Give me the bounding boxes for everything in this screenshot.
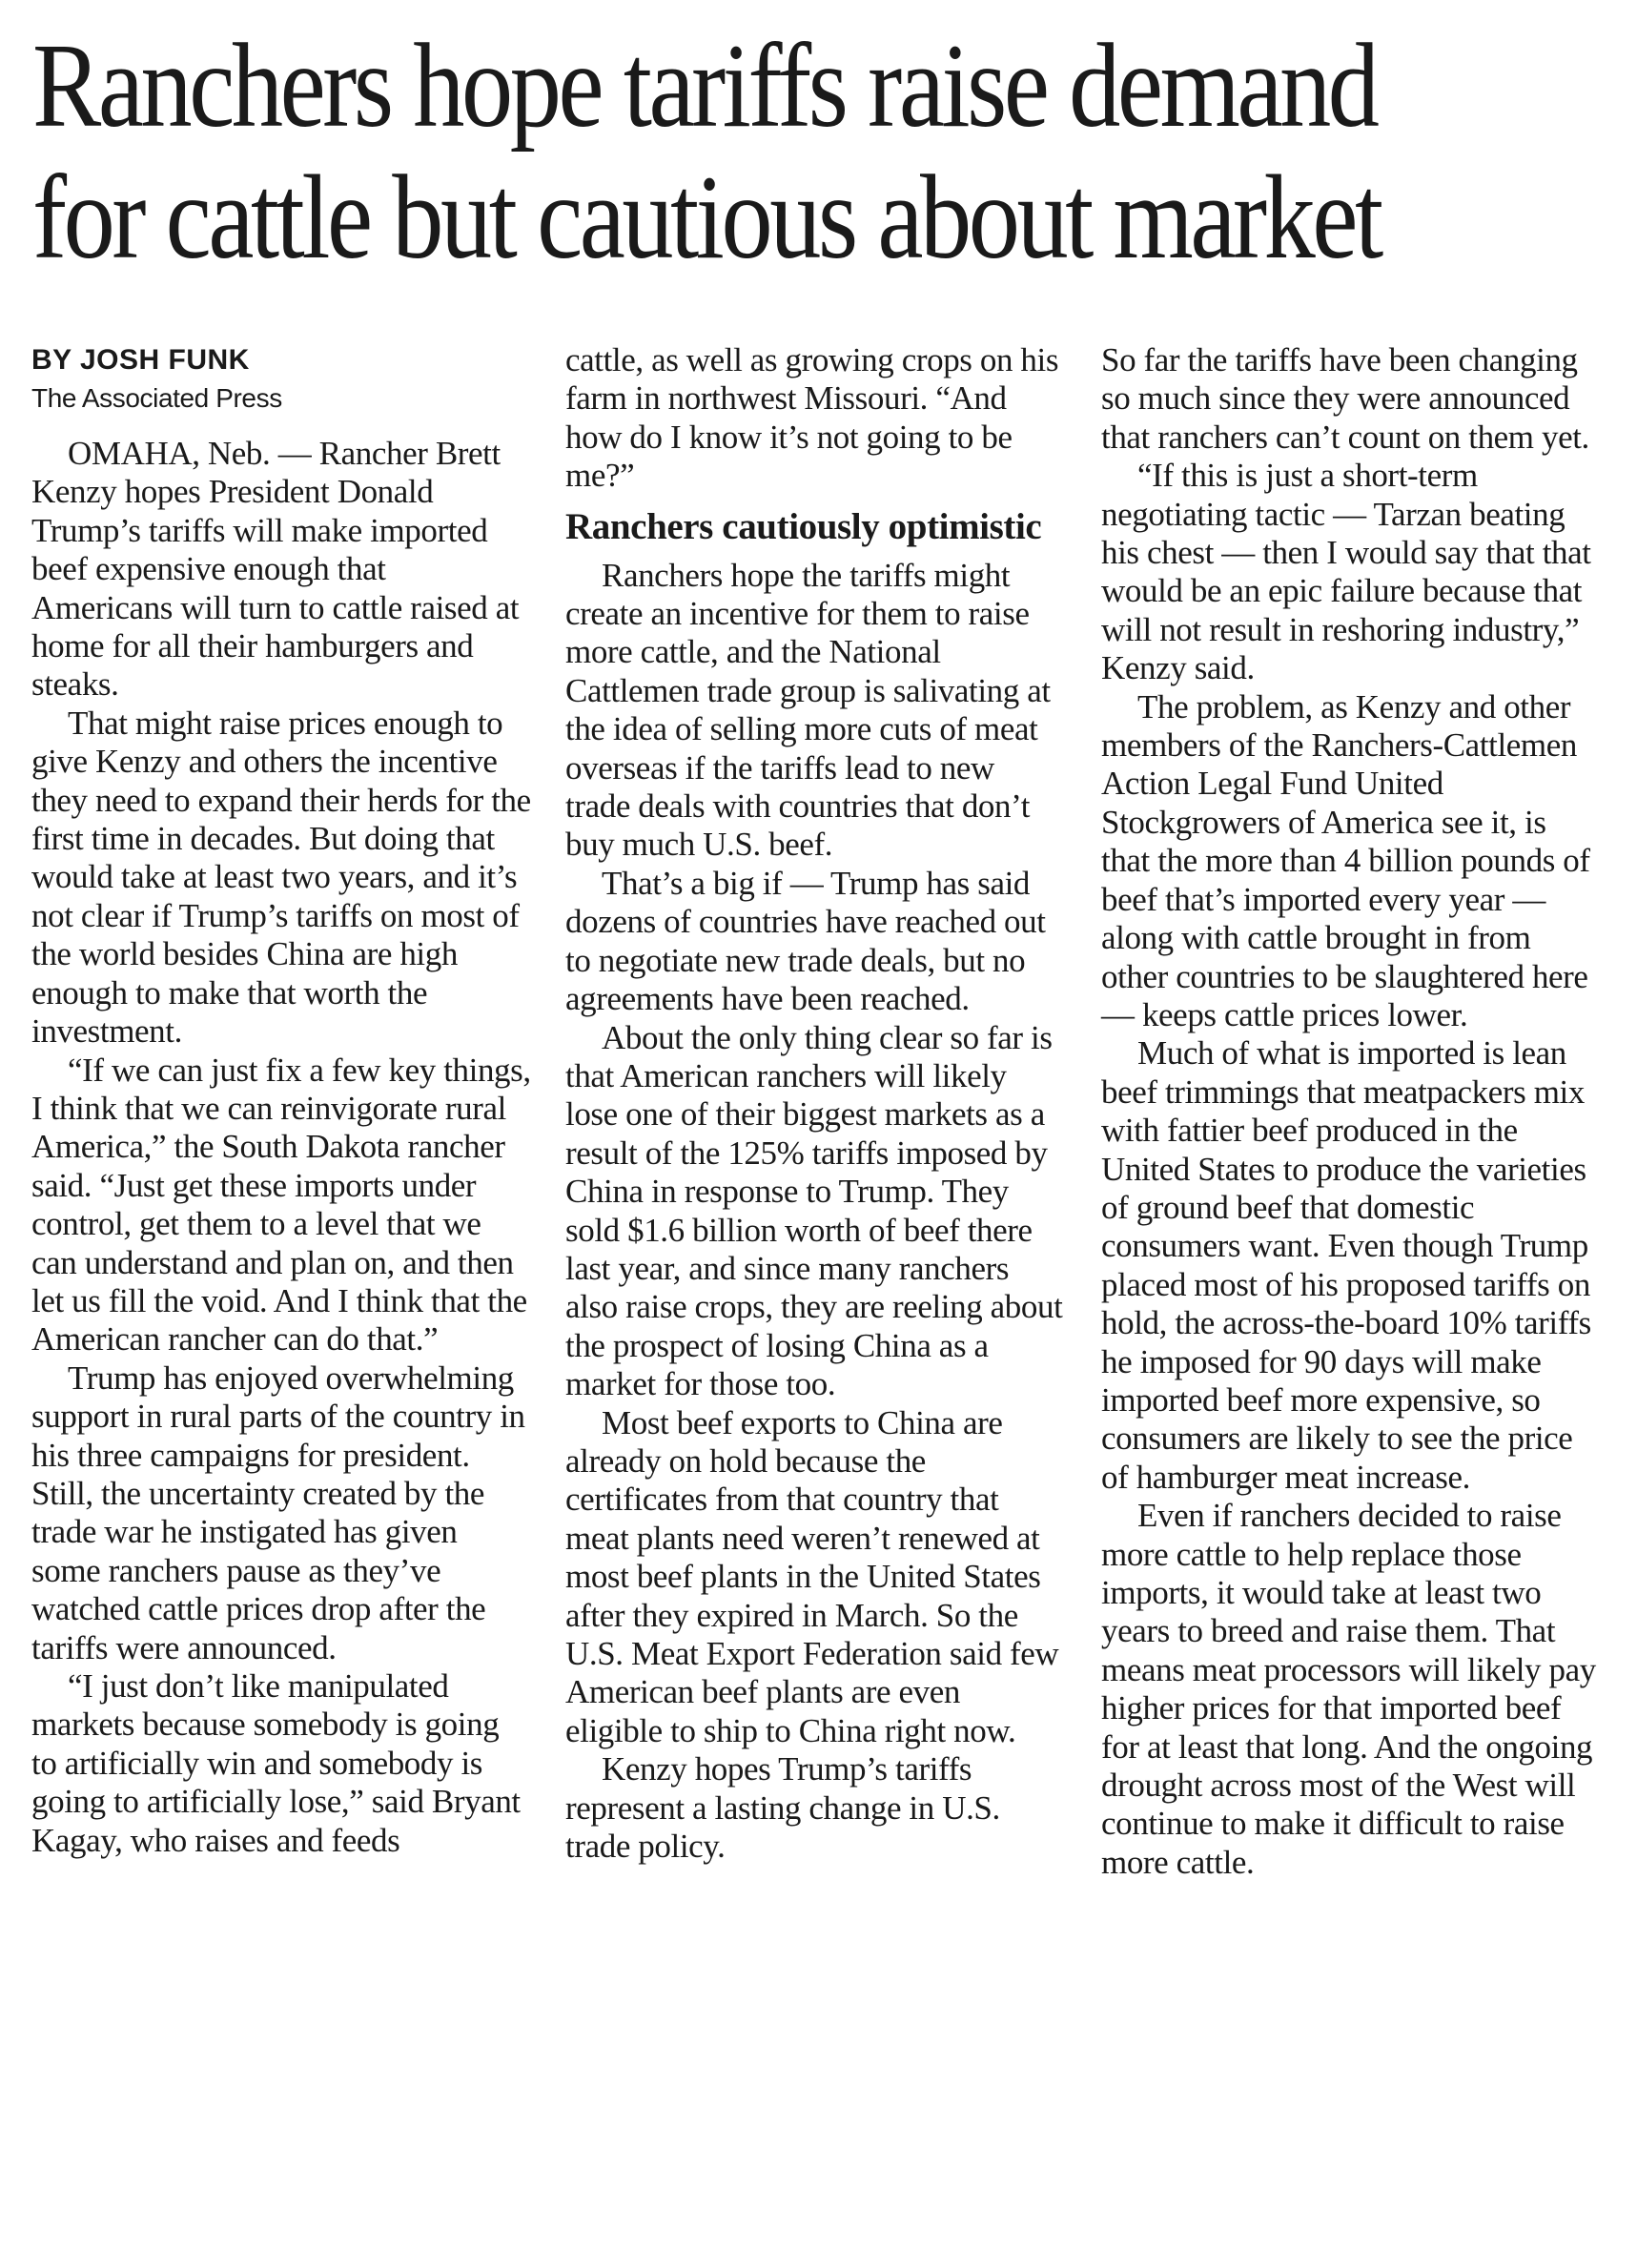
article-paragraph: OMAHA, Neb. — Rancher Brett Kenzy hopes President Donald Trump’s tariffs will make imported beef expensive enough that Americans will turn to cattle raised at home for all their hamburgers and steaks. [31, 435, 520, 704]
article-paragraph: Much of what is imported is lean beef trimmings that meatpackers mix with fattier beef produced in the United States to produce the varieties of ground beef that domestic consumers want. Even though Trump placed most of his proposed tariffs on hold, the across-the-board 10% tariffs he imposed for 90 days will make imported beef more expensive, so consumers are likely to see the price of hamburger meat increase. [1101, 1034, 1591, 1496]
article-paragraph-continued: cattle, as well as growing crops on his farm in northwest Missouri. “And how do I know it’s not going to be me?” [565, 341, 1059, 495]
article-paragraph: Kenzy hopes Trump’s tariffs represent a lasting change in U.S. trade policy. [565, 1750, 1000, 1866]
article-paragraph: About the only thing clear so far is that American ranchers will likely lose one of their biggest markets as a result of the 125% tariffs imposed by China in response to Trump. They sold $1.6 billion worth of beef there last year, and since many ranchers also raise crops, they are reeling about the prospect of losing China as a market for those too. [565, 1018, 1063, 1403]
article-paragraph: So far the tariffs have been changing so much since they were announced that ranchers can’t count on them yet. [1101, 341, 1589, 456]
article-paragraph: Trump has enjoyed overwhelming support in rural parts of the country in his three campaigns for president. Still, the uncertainty created by the trade war he instigated has given some ranchers pause as they’ve watched cattle prices drop after the tariffs were announced. [31, 1359, 525, 1666]
text-column-3 [1101, 341, 1601, 1882]
text-column-2 [565, 341, 1065, 1866]
article-paragraph: Most beef exports to China are already on hold because the certificates from that country that meat plants need weren’t renewed at most beef plants in the United States after they expired in March. So the U.S. Meat Export Federation said few American beef plants are even eligible to ship to China right now. [565, 1403, 1059, 1749]
article-paragraph: That might raise prices enough to give Kenzy and others the incentive they need to expand their herds for the first time in decades. But doing that would take at least two years, and it’s not clear if Trump’s tariffs on most of the world besides China are high enough to make that worth the investment. [31, 704, 531, 1051]
article-paragraph: The problem, as Kenzy and other members of the Ranchers-Cattlemen Action Legal Fund United Stockgrowers of America see it, is that the more than 4 billion pounds of beef that’s imported every year — along with cattle brought in from other countries to be slaughtered here — keeps cattle prices lower. [1101, 687, 1590, 1033]
headline-line-2: for cattle but cautious about market [32, 152, 1381, 284]
text-column-1 [31, 341, 531, 1860]
article-paragraph: “If we can just fix a few key things, I think that we can reinvigorate rural America,” the South Dakota rancher said. “Just get these imports under control, get them to a level that we can understand and plan on, and then let us fill the void. And I think that the American rancher can do that.” [31, 1051, 531, 1359]
byline-author: BY JOSH FUNK [31, 344, 250, 376]
byline-agency: The Associated Press [31, 383, 282, 413]
article-headline [32, 21, 1394, 284]
section-subheading: Ranchers cautiously optimistic [565, 505, 1042, 547]
article-paragraph: “If this is just a short-term negotiating tactic — Tarzan beating his chest — then I would say that that would be an epic failure because that will not result in reshoring industry,” Kenzy said. [1101, 457, 1591, 687]
article-paragraph: That’s a big if — Trump has said dozens of countries have reached out to negotiate new trade deals, but no agreements have been reached. [565, 864, 1046, 1018]
article-paragraph: Ranchers hope the tariffs might create an incentive for them to raise more cattle, and the National Cattlemen trade group is salivating at the idea of selling more cuts of meat overseas if the tariffs lead to new trade deals with countries that don’t buy much U.S. beef. [565, 556, 1051, 864]
article-paragraph: Even if ranchers decided to raise more cattle to help replace those imports, it would take at least two years to breed and raise them. That means meat processors will likely pay higher prices for that imported beef for at least that long. And the ongoing drought across most of the West will continue to make it difficult to raise more cattle. [1101, 1497, 1596, 1881]
headline-line-1: Ranchers hope tariffs raise demand [32, 20, 1377, 153]
article-paragraph: “I just don’t like manipulated markets because somebody is going to artificially win and somebody is going to artificially lose,” said Bryant Kagay, who raises and feeds [31, 1667, 521, 1859]
